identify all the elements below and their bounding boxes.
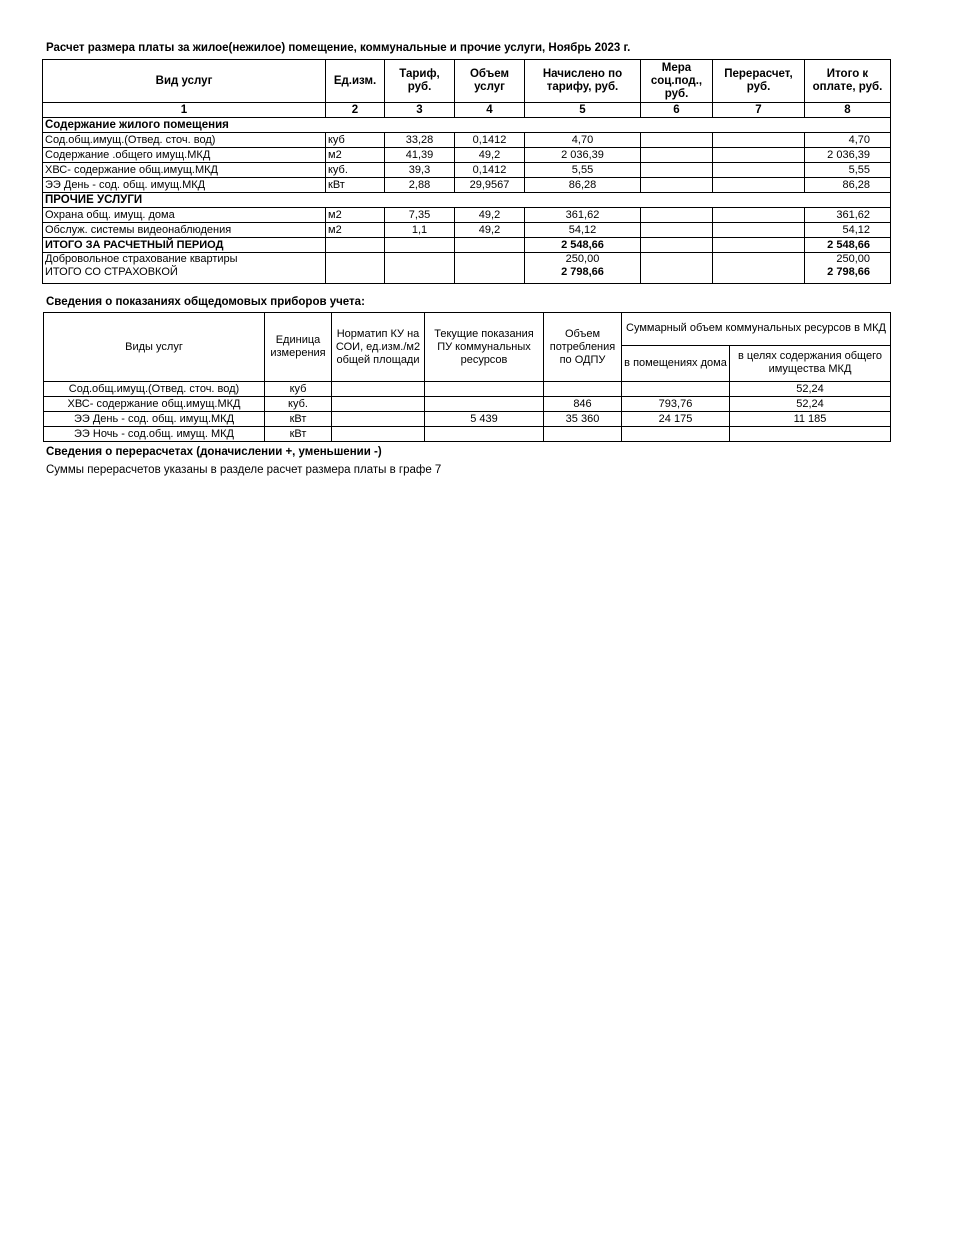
header-tariff: Тариф, руб. (385, 60, 455, 103)
header-total: Итого к оплате, руб. (805, 60, 891, 103)
recalc-cell (713, 178, 805, 193)
meter-norm (332, 382, 425, 397)
meters-header-in-rooms: в помещениях дома (622, 345, 730, 381)
header-social: Мера соц.под., руб. (641, 60, 713, 103)
meter-volume (544, 382, 622, 397)
meter-norm (332, 397, 425, 412)
unit-cell: м2 (326, 208, 385, 223)
col-number: 4 (455, 103, 525, 118)
total-cell: 2 036,39 (805, 148, 891, 163)
group-label: Содержание жилого помещения (43, 118, 891, 133)
meter-common: 52,24 (730, 397, 891, 412)
social-cell (641, 133, 713, 148)
social-cell (641, 223, 713, 238)
social-cell (641, 148, 713, 163)
header-row (43, 60, 891, 103)
meters-header-row (44, 313, 891, 346)
charged-cell: 5,55 (525, 163, 641, 178)
meter-service: ЭЭ День - сод. общ. имущ.МКД (44, 412, 265, 427)
total-cell: 54,12 (805, 223, 891, 238)
volume-cell: 0,1412 (455, 133, 525, 148)
meter-norm (332, 427, 425, 442)
insurance-total-total: 2 798,66 (827, 266, 870, 278)
charged-cell: 86,28 (525, 178, 641, 193)
service-name: ЭЭ День - сод. общ. имущ.МКД (43, 178, 326, 193)
charged-cell: 2 036,39 (525, 148, 641, 163)
col-number: 8 (805, 103, 891, 118)
meter-readings (425, 382, 544, 397)
meters-header-summary: Суммарный объем коммунальных ресурсов в МКД (622, 313, 891, 346)
meter-service: Сод.общ.имущ.(Отвед. сточ. вод) (44, 382, 265, 397)
unit-cell: куб (326, 133, 385, 148)
meter-readings: 5 439 (425, 412, 544, 427)
period-total-value: 2 548,66 (805, 238, 891, 253)
group-label: ПРОЧИЕ УСЛУГИ (43, 193, 891, 208)
tariff-cell: 7,35 (385, 208, 455, 223)
meters-header-common: в целях содержания общего имущества МКД (730, 345, 891, 381)
unit-cell: кВт (326, 178, 385, 193)
meters-header-unit: Единица измерения (265, 313, 332, 382)
recalc-cell (713, 208, 805, 223)
charged-cell: 54,12 (525, 223, 641, 238)
volume-cell: 49,2 (455, 208, 525, 223)
volume-cell: 49,2 (455, 148, 525, 163)
col-number: 1 (43, 103, 326, 118)
total-cell: 5,55 (805, 163, 891, 178)
column-numbers-row (43, 103, 891, 118)
table-row (44, 412, 891, 427)
insurance-label: Добровольное страхование квартиры (45, 253, 238, 265)
table-row (43, 133, 891, 148)
meter-common: 52,24 (730, 382, 891, 397)
empty-cell (713, 253, 805, 284)
meter-volume: 35 360 (544, 412, 622, 427)
meter-in-rooms: 793,76 (622, 397, 730, 412)
meters-header-volume: Объем потребления по ОДПУ (544, 313, 622, 382)
volume-cell: 0,1412 (455, 163, 525, 178)
meter-unit: куб (265, 382, 332, 397)
empty-cell (455, 253, 525, 284)
insurance-row (43, 253, 891, 284)
table-row (44, 382, 891, 397)
social-cell (641, 178, 713, 193)
col-number: 6 (641, 103, 713, 118)
table-row (44, 427, 891, 442)
insurance-charged-cell (525, 253, 641, 284)
unit-cell: м2 (326, 223, 385, 238)
recalc-cell (713, 223, 805, 238)
insurance-labels (43, 253, 326, 284)
meter-service: ЭЭ Ночь - сод.общ. имущ. МКД (44, 427, 265, 442)
recalc-section-title: Сведения о перерасчетах (доначислении +, уменьшении -) (46, 446, 382, 458)
period-total-row (43, 238, 891, 253)
unit-cell: м2 (326, 148, 385, 163)
header-recalc: Перерасчет, руб. (713, 60, 805, 103)
group-row-other (43, 193, 891, 208)
total-cell: 86,28 (805, 178, 891, 193)
unit-cell: куб. (326, 163, 385, 178)
tariff-cell: 39,3 (385, 163, 455, 178)
empty-cell (641, 238, 713, 253)
table-row (43, 208, 891, 223)
total-cell: 361,62 (805, 208, 891, 223)
recalc-cell (713, 148, 805, 163)
insurance-total-cell (805, 253, 891, 284)
meters-table (43, 312, 891, 442)
period-total-label: ИТОГО ЗА РАСЧЕТНЫЙ ПЕРИОД (43, 238, 326, 253)
tariff-cell: 2,88 (385, 178, 455, 193)
meters-header-readings: Текущие показания ПУ коммунальных ресурсов (425, 313, 544, 382)
meters-header-service: Виды услуг (44, 313, 265, 382)
meter-common (730, 427, 891, 442)
charged-cell: 361,62 (525, 208, 641, 223)
meter-norm (332, 412, 425, 427)
col-number: 7 (713, 103, 805, 118)
tariff-cell: 1,1 (385, 223, 455, 238)
recalc-cell (713, 163, 805, 178)
col-number: 3 (385, 103, 455, 118)
empty-cell (326, 253, 385, 284)
charged-cell: 4,70 (525, 133, 641, 148)
meter-in-rooms (622, 382, 730, 397)
insurance-charged: 250,00 (565, 253, 600, 265)
recalc-note: Суммы перерасчетов указаны в разделе расчет размера платы в графе 7 (46, 464, 442, 476)
meter-unit: куб. (265, 397, 332, 412)
header-volume: Объем услуг (455, 60, 525, 103)
meter-unit: кВт (265, 427, 332, 442)
table-row (43, 163, 891, 178)
meter-volume (544, 427, 622, 442)
charges-table (42, 59, 891, 284)
insurance-total-charged: 2 798,66 (561, 266, 604, 278)
col-number: 2 (326, 103, 385, 118)
meter-in-rooms (622, 427, 730, 442)
meter-readings (425, 427, 544, 442)
table-row (44, 397, 891, 412)
meter-common: 11 185 (730, 412, 891, 427)
header-service: Вид услуг (43, 60, 326, 103)
col-number: 5 (525, 103, 641, 118)
empty-cell (641, 253, 713, 284)
service-name: Сод.общ.имущ.(Отвед. сточ. вод) (43, 133, 326, 148)
empty-cell (326, 238, 385, 253)
empty-cell (455, 238, 525, 253)
tariff-cell: 41,39 (385, 148, 455, 163)
period-total-charged: 2 548,66 (525, 238, 641, 253)
meters-section-title: Сведения о показаниях общедомовых приборов учета: (46, 296, 365, 308)
service-name: Содержание .общего имущ.МКД (43, 148, 326, 163)
tariff-cell: 33,28 (385, 133, 455, 148)
table-row (43, 148, 891, 163)
insurance-total-label: ИТОГО СО СТРАХОВКОЙ (45, 266, 178, 278)
meter-in-rooms: 24 175 (622, 412, 730, 427)
table-row (43, 223, 891, 238)
social-cell (641, 163, 713, 178)
header-charged: Начислено по тарифу, руб. (525, 60, 641, 103)
group-row-housing (43, 118, 891, 133)
service-name: Обслуж. системы видеонаблюдения (43, 223, 326, 238)
social-cell (641, 208, 713, 223)
table-row (43, 178, 891, 193)
insurance-total: 250,00 (836, 253, 870, 265)
empty-cell (385, 253, 455, 284)
header-unit: Ед.изм. (326, 60, 385, 103)
meter-readings (425, 397, 544, 412)
empty-cell (713, 238, 805, 253)
volume-cell: 29,9567 (455, 178, 525, 193)
meter-unit: кВт (265, 412, 332, 427)
empty-cell (385, 238, 455, 253)
service-name: Охрана общ. имущ. дома (43, 208, 326, 223)
meter-volume: 846 (544, 397, 622, 412)
recalc-cell (713, 133, 805, 148)
volume-cell: 49,2 (455, 223, 525, 238)
meters-header-norm: Норматип КУ на СОИ, ед.изм./м2 общей площади (332, 313, 425, 382)
meter-service: ХВС- содержание общ.имущ.МКД (44, 397, 265, 412)
service-name: ХВС- содержание общ.имущ.МКД (43, 163, 326, 178)
total-cell: 4,70 (805, 133, 891, 148)
page-title: Расчет размера платы за жилое(нежилое) помещение, коммунальные и прочие услуги, Ноябрь 2023 г. (46, 42, 631, 54)
